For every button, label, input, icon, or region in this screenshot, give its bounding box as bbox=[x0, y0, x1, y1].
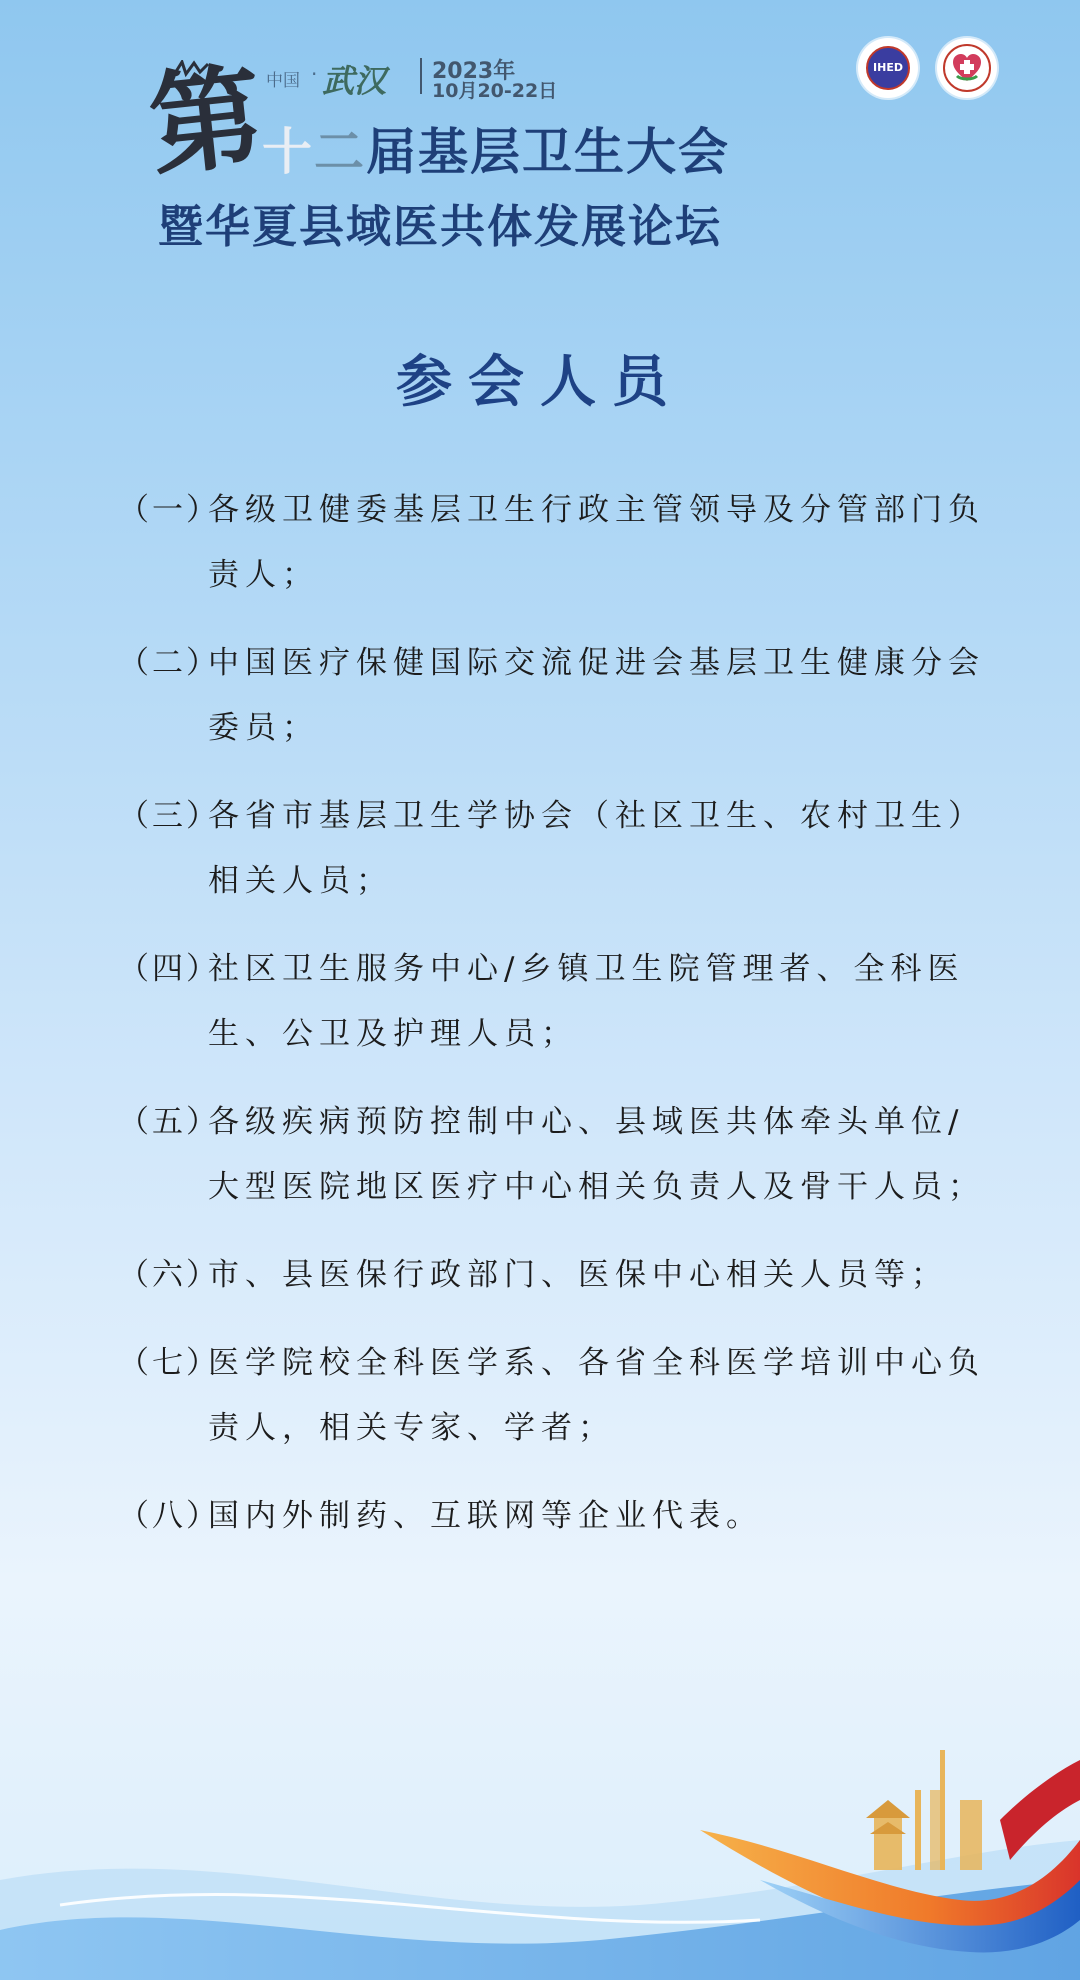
list-item-number: （一） bbox=[118, 492, 220, 528]
list-item bbox=[118, 631, 998, 761]
list-item-number: （三） bbox=[118, 798, 220, 834]
list-item-text: 市、县医保行政部门、医保中心相关人员等； bbox=[208, 1257, 948, 1293]
title-ordinal-two: 二 bbox=[314, 122, 366, 181]
event-year: 2023年 bbox=[432, 59, 516, 84]
list-item-text: 国内外制药、互联网等企业代表。 bbox=[208, 1498, 763, 1534]
event-title bbox=[262, 112, 730, 184]
title-ordinal-ten: 十 bbox=[262, 122, 314, 181]
list-item-number: （四） bbox=[118, 951, 220, 987]
list-item-text: 中国医疗保健国际交流促进会基层卫生健康分会委员； bbox=[208, 645, 985, 746]
footer-decoration bbox=[0, 1730, 1080, 1980]
list-item-text: 各级卫健委基层卫生行政主管领导及分管部门负责人； bbox=[208, 492, 985, 593]
title-ordinal-calligraphy: 第 bbox=[143, 50, 269, 193]
list-item-number: （七） bbox=[118, 1345, 220, 1381]
list-item-text: 医学院校全科医学系、各省全科医学培训中心负责人，相关专家、学者； bbox=[208, 1345, 985, 1446]
list-item-text: 各省市基层卫生学协会（社区卫生、农村卫生）相关人员； bbox=[208, 798, 985, 899]
list-item bbox=[118, 937, 998, 1067]
location-country: 中国 bbox=[266, 71, 300, 91]
location-separator: · bbox=[311, 62, 318, 86]
health-association-logo-icon bbox=[937, 38, 997, 98]
list-item bbox=[118, 1331, 998, 1461]
attendee-list bbox=[118, 478, 998, 1572]
list-item bbox=[118, 1090, 998, 1220]
list-item-number: （五） bbox=[118, 1104, 220, 1140]
list-item-number: （六） bbox=[118, 1257, 220, 1293]
ihed-logo-icon bbox=[858, 38, 918, 98]
list-item bbox=[118, 784, 998, 914]
event-dates: 10月20-22日 bbox=[432, 80, 558, 102]
location-city: 武汉 bbox=[322, 62, 387, 100]
list-item-number: （八） bbox=[118, 1498, 220, 1534]
heart-cross-icon bbox=[951, 52, 983, 84]
brush-stroke-decoration bbox=[170, 60, 210, 80]
header-divider bbox=[420, 58, 422, 94]
list-item-text: 社区卫生服务中心/乡镇卫生院管理者、全科医生、公卫及护理人员； bbox=[208, 951, 965, 1052]
yellow-crane-tower-skyline-icon bbox=[866, 1750, 982, 1870]
section-title: 参会人员 bbox=[396, 349, 684, 415]
event-subtitle: 暨华夏县域医共体发展论坛 bbox=[158, 200, 723, 253]
list-item bbox=[118, 1484, 998, 1549]
list-item-text: 各级疾病预防控制中心、县域医共体牵头单位/大型医院地区医疗中心相关负责人及骨干人员； bbox=[208, 1104, 985, 1205]
list-item bbox=[118, 478, 998, 608]
list-item bbox=[118, 1243, 998, 1308]
title-main-text: 届基层卫生大会 bbox=[366, 122, 730, 181]
event-header bbox=[0, 0, 1080, 260]
list-item-number: （二） bbox=[118, 645, 220, 681]
ihed-logo-text: IHED bbox=[866, 46, 910, 90]
